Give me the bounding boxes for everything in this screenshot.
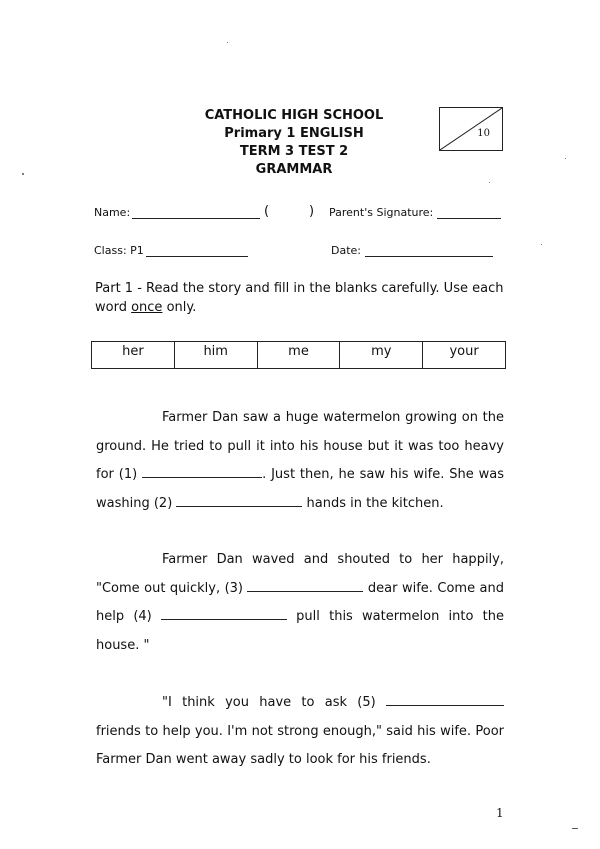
answer-blank-1[interactable] xyxy=(142,463,262,478)
parent-signature-label: Parent's Signature: xyxy=(329,206,434,219)
word-bank-cell: your xyxy=(423,342,506,369)
date-blank[interactable] xyxy=(365,246,493,257)
story-text: pull this watermelon into the house. " xyxy=(96,609,504,653)
answer-blank-3[interactable] xyxy=(247,577,363,592)
page-number: 1 xyxy=(496,806,504,820)
word-bank-cell: her xyxy=(92,342,175,369)
scan-speck xyxy=(489,182,490,183)
name-label: Name: xyxy=(94,206,131,219)
word-bank xyxy=(91,341,506,369)
subject-title: GRAMMAR xyxy=(255,162,333,177)
story-text: "I think you have to ask (5) xyxy=(162,695,386,710)
part1-instructions xyxy=(95,279,515,317)
date-label: Date: xyxy=(331,244,361,257)
story-paragraph-3 xyxy=(96,689,504,775)
register-paren-open: ( xyxy=(264,204,270,219)
story-text: Farmer Dan waved and shouted to her happily, "Come out quickly, (3) xyxy=(96,552,504,596)
answer-blank-4[interactable] xyxy=(161,605,287,620)
instructions-text: Part 1 - Read the story and fill in the blanks carefully. Use each word xyxy=(95,281,504,315)
score-box xyxy=(439,107,503,151)
class-label: Class: P1 xyxy=(94,244,144,257)
instructions-text-end: only. xyxy=(162,300,197,315)
story-text: friends to help you. I'm not strong enough," said his wife. Poor Farmer Dan went away sadly to look for his friends. xyxy=(96,723,504,767)
story-text: hands in the kitchen. xyxy=(302,495,444,511)
scan-speck xyxy=(572,828,578,829)
story-text: dear wife. Come and help (4) xyxy=(96,580,504,624)
register-paren-close: ) xyxy=(309,204,315,219)
name-blank[interactable] xyxy=(132,208,260,219)
word-bank-cell: him xyxy=(174,342,257,369)
story-paragraph-1 xyxy=(96,404,504,518)
instructions-emphasis: once xyxy=(131,300,163,315)
term-title: TERM 3 TEST 2 xyxy=(239,144,349,159)
class-blank[interactable] xyxy=(146,246,248,257)
word-bank-cell: me xyxy=(257,342,340,369)
answer-blank-5[interactable] xyxy=(386,691,504,706)
school-name: CATHOLIC HIGH SCHOOL xyxy=(204,108,384,123)
story-text: Farmer Dan saw a huge watermelon growing on the ground. He tried to pull it into his house but it was too heavy for (1) xyxy=(96,410,504,482)
scan-speck xyxy=(227,42,228,43)
scan-speck xyxy=(565,158,566,159)
story-paragraph-2 xyxy=(96,546,504,660)
level-title: Primary 1 ENGLISH xyxy=(224,126,364,141)
score-total: 10 xyxy=(477,128,490,139)
word-bank-cell: my xyxy=(340,342,423,369)
answer-blank-2[interactable] xyxy=(176,492,302,507)
test-header xyxy=(0,107,600,179)
scan-speck xyxy=(541,244,542,245)
scan-speck xyxy=(22,173,24,175)
story-text: . Just then, he saw his wife. She was washing (2) xyxy=(96,467,505,511)
score-diagonal-icon xyxy=(440,108,502,150)
parent-signature-blank[interactable] xyxy=(437,208,501,219)
